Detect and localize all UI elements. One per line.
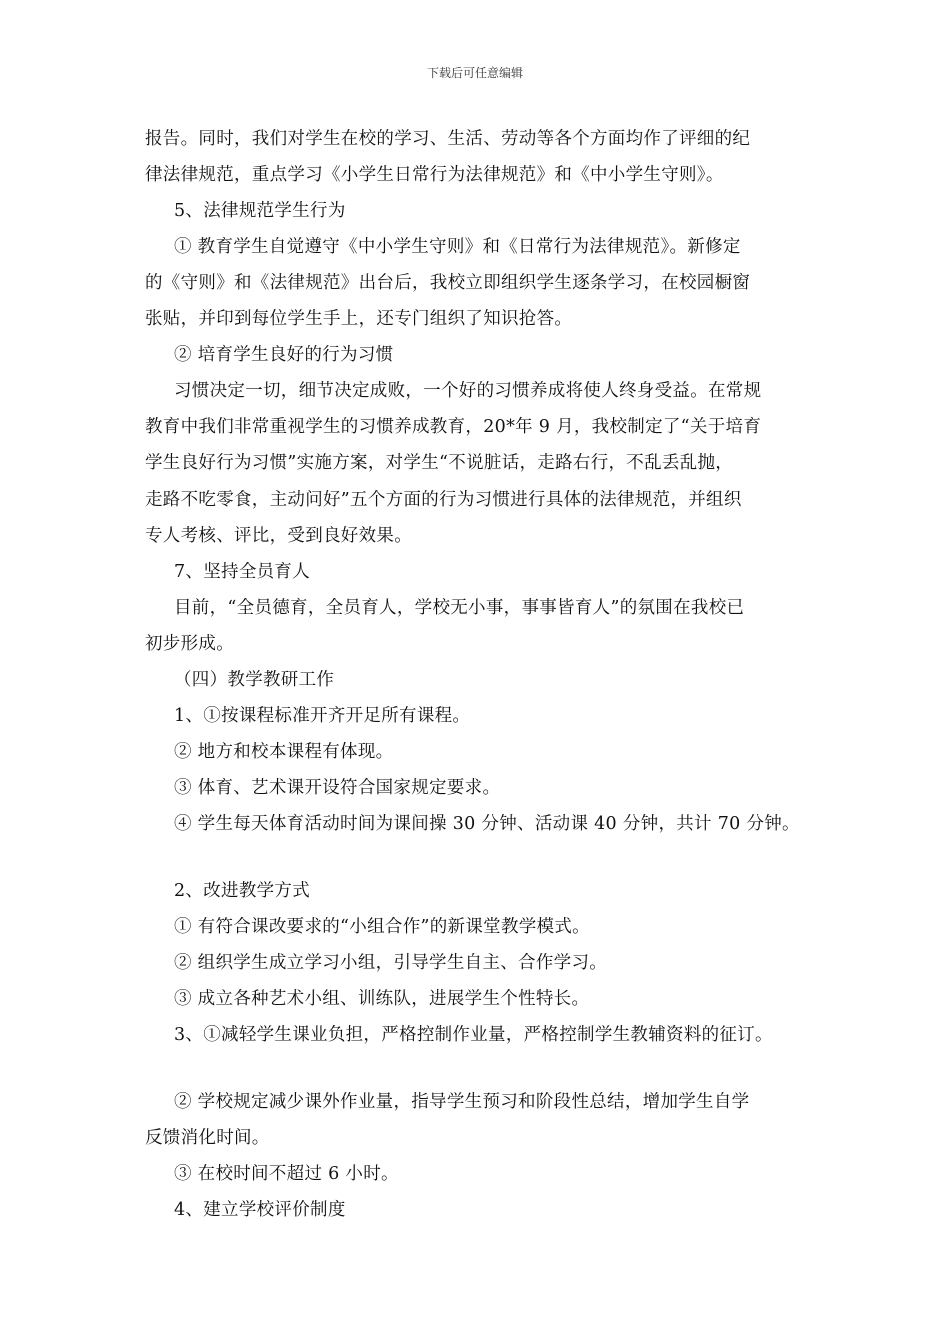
text-line: ③ 在校时间不超过 6 小时。	[174, 1164, 399, 1184]
text-line: 习惯决定一切，细节决定成败，一个好的习惯养成将使人终身受益。在常规	[174, 381, 762, 401]
text-line: 初步形成。	[145, 634, 234, 654]
text-line: 1、①按课程标准开齐开足所有课程。	[174, 706, 471, 726]
text-line: ② 培育学生良好的行为习惯	[174, 345, 394, 365]
text-line: 7、坚持全员育人	[174, 562, 311, 582]
text-line: 的《守则》和《法律规范》出台后，我校立即组织学生逐条学习，在校园橱窗	[145, 273, 751, 293]
text-line: 3、①减轻学生课业负担，严格控制作业量，严格控制学生教辅资料的征订。	[174, 1025, 773, 1045]
text-line: 报告。同时，我们对学生在校的学习、生活、劳动等各个方面均作了评细的纪	[145, 129, 751, 149]
text-line: 专人考核、评比，受到良好效果。	[145, 526, 412, 546]
text-line: 律法律规范，重点学习《小学生日常行为法律规范》和《中小学生守则》。	[145, 165, 724, 185]
text-line: 4、建立学校评价制度	[174, 1200, 346, 1220]
text-line: ② 学校规定减少课外作业量，指导学生预习和阶段性总结，增加学生自学	[174, 1092, 750, 1112]
text-line: （四）教学教研工作	[174, 670, 335, 690]
text-line: ② 组织学生成立学习小组，引导学生自主、合作学习。	[174, 953, 608, 973]
text-line: ② 地方和校本课程有体现。	[174, 742, 394, 762]
text-line: 5、法律规范学生行为	[174, 201, 346, 221]
text-line: 目前，“全员德育，全员育人，学校无小事，事事皆育人”的氛围在我校已	[174, 598, 745, 618]
page-header: 下载后可任意编辑	[426, 66, 523, 80]
text-line: ③ 体育、艺术课开设符合国家规定要求。	[174, 778, 501, 798]
text-line: ④ 学生每天体育活动时间为课间操 30 分钟、活动课 40 分钟，共计 70 分钟。	[174, 814, 800, 834]
text-line: ① 有符合课改要求的“小组合作”的新课堂教学模式。	[174, 917, 590, 937]
text-line: 2、改进教学方式	[174, 881, 311, 901]
text-line: ③ 成立各种艺术小组、训练队，进展学生个性特长。	[174, 989, 590, 1009]
text-line: 学生良好行为习惯”实施方案，对学生“不说脏话，走路右行，不乱丢乱抛，	[145, 453, 734, 473]
text-line: 反馈消化时间。	[145, 1128, 270, 1148]
text-line: 张贴，并印到每位学生手上，还专门组织了知识抢答。	[145, 309, 573, 329]
text-line: 教育中我们非常重视学生的习惯养成教育，20*年 9 月，我校制定了“关于培育	[145, 417, 762, 437]
text-line: ① 教育学生自觉遵守《中小学生守则》和《日常行为法律规范》。新修定	[174, 237, 741, 257]
text-line: 走路不吃零食，主动问好”五个方面的行为习惯进行具体的法律规范，并组织	[145, 490, 742, 510]
